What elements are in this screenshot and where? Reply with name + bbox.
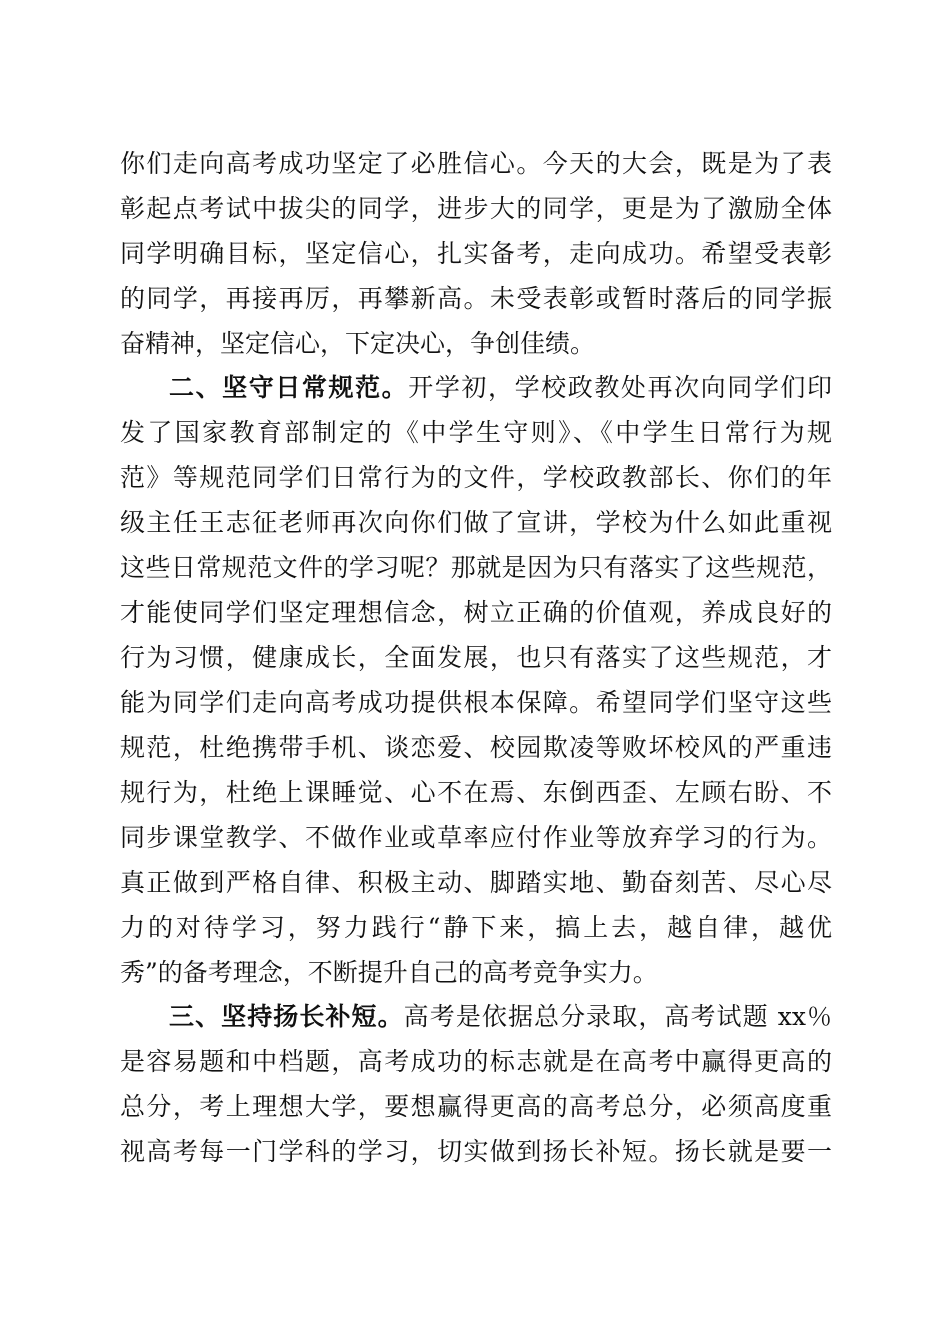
paragraph-1-line-3: 同学明确目标，坚定信心，扎实备考，走向成功。希望受表彰 [120,239,832,268]
paragraph-2-line-8: 能为同学们走向高考成功提供根本保障。希望同学们坚守这些 [120,688,832,717]
paragraph-2-line-4: 级主任王志征老师再次向你们做了宣讲，学校为什么如此重视 [120,508,832,537]
paragraph-1-line-1: 你们走向高考成功坚定了必胜信心。今天的大会，既是为了表 [120,149,832,178]
paragraph-2-first-line-text: 开学初，学校政教处再次向同学们印 [408,373,832,402]
paragraph-2-line-7: 行为习惯，健康成长，全面发展，也只有落实了这些规范，才 [120,643,832,672]
paragraph-1-line-4: 的同学，再接再厉，再攀新高。未受表彰或暂时落后的同学振 [120,284,832,313]
paragraph-3-line-3: 总分，考上理想大学，要想赢得更高的高考总分，必须高度重 [120,1092,832,1121]
section-heading-2: 二、坚守日常规范。 [169,373,409,402]
paragraph-2-line-13: 力的对待学习，努力践行“静下来，搞上去，越自律，越优 [120,913,832,942]
paragraph-2-line-11: 同步课堂教学、不做作业或草率应付作业等放弃学习的行为。 [120,823,832,852]
paragraph-3-line-2: 是容易题和中档题，高考成功的标志就是在高考中赢得更高的 [120,1047,832,1076]
paragraph-2-line-14: 秀”的备考理念，不断提升自己的高考竞争实力。 [120,958,658,987]
paragraph-2-line-3: 范》等规范同学们日常行为的文件，学校政教部长、你们的年 [120,463,832,492]
paragraph-2-first-line [169,373,832,403]
paragraph-3-line-4: 视高考每一门学科的学习，切实做到扬长补短。扬长就是要一 [120,1137,832,1166]
paragraph-1-line-5: 奋精神，坚定信心，下定决心，争创佳绩。 [120,329,596,358]
paragraph-2-line-6: 才能使同学们坚定理想信念，树立正确的价值观，养成良好的 [120,598,832,627]
section-heading-3: 三、坚持扬长补短。 [169,1002,404,1031]
paragraph-2-line-5: 这些日常规范文件的学习呢？那就是因为只有落实了这些规范， [120,553,832,582]
paragraph-2-line-12: 真正做到严格自律、积极主动、脚踏实地、勤奋刻苦、尽心尽 [120,868,832,897]
paragraph-3-first-line [169,1002,832,1032]
paragraph-2-line-2: 发了国家教育部制定的《中学生守则》、《中学生日常行为规 [120,418,832,447]
paragraph-2-line-10: 规行为，杜绝上课睡觉、心不在焉、东倒西歪、左顾右盼、不 [120,778,832,807]
paragraph-1-line-2: 彰起点考试中拔尖的同学，进步大的同学，更是为了激励全体 [120,194,832,223]
paragraph-2-line-9: 规范，杜绝携带手机、谈恋爱、校园欺凌等败坏校风的严重违 [120,733,832,762]
paragraph-3-first-line-text: 高考是依据总分录取，高考试题 xx％ [403,1002,832,1031]
